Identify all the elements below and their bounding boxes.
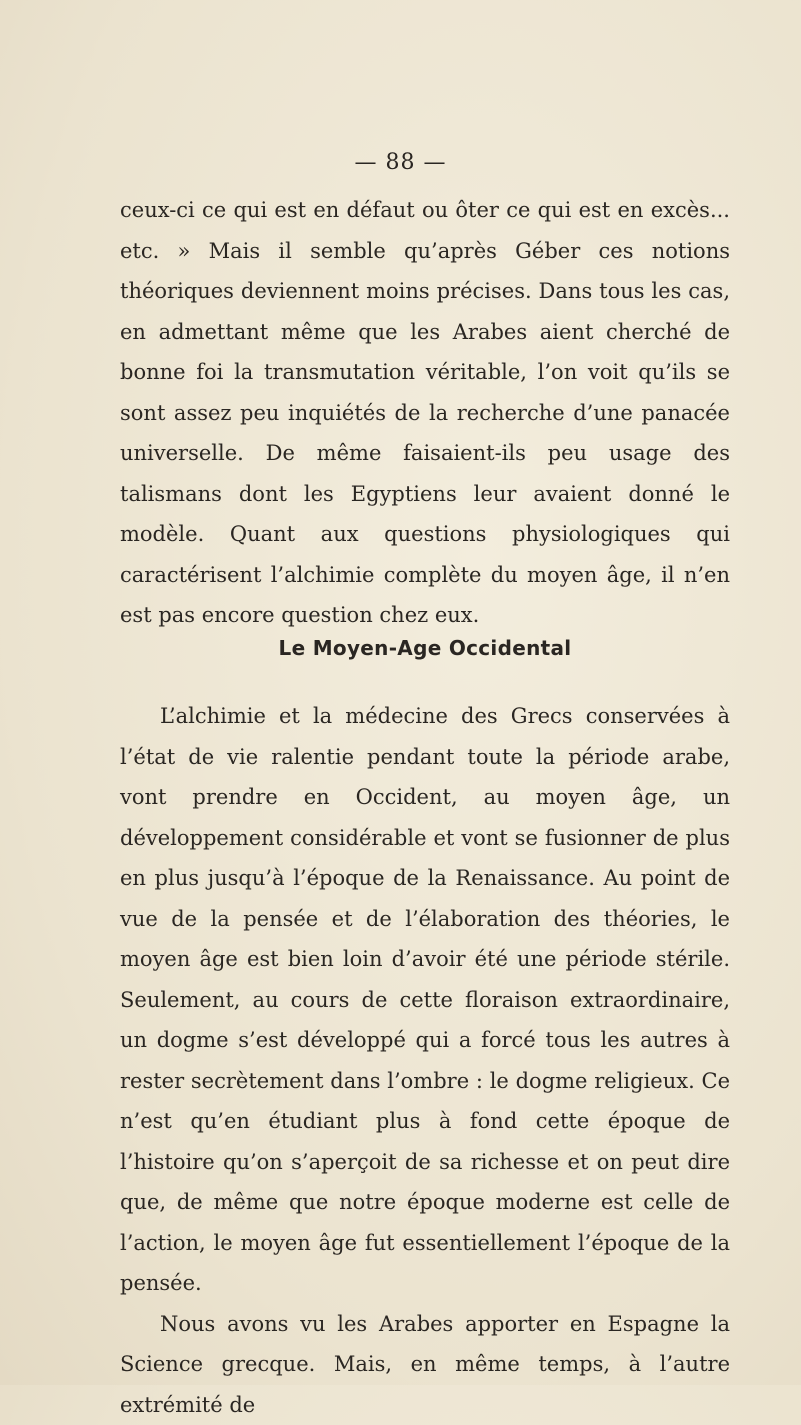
paragraph-text: ceux-ci ce qui est en défaut ou ôter ce qui est en excès... etc. » Mais il semble qu’après Géber ces notions théoriques deviennent moins précises. Dans tous les cas, en admettant même que les Arabes aient cherché de bonne foi la transmutation véritable, l’on voit qu’ils se sont assez peu inquiétés de la recherche d’une panacée universelle. De même faisaient-ils peu usage des talismans dont les Egyptiens leur avaient donné le modèle. Quant aux questions physiologiques qui caractérisent l’alchimie complète du moyen âge, il n’en est pas encore question chez eux. [120,190,730,636]
page-number: — 88 — [0,150,801,175]
paragraph-text: Nous avons vu les Arabes apporter en Espagne la Science grecque. Mais, en même temps, à l’autre extrémité de [120,1304,730,1425]
section-body [120,696,730,1425]
paragraph-continued [120,190,730,636]
paragraph-text: L’alchimie et la médecine des Grecs conservées à l’état de vie ralentie pendant toute la période arabe, vont prendre en Occident, au moyen âge, un développement considérable et vont se fusionner de plus en plus jusqu’à l’époque de la Renaissance. Au point de vue de la pensée et de l’élaboration des théories, le moyen âge est bien loin d’avoir été une période stérile. Seulement, au cours de cette floraison extraordinaire, un dogme s’est développé qui a forcé tous les autres à rester secrètement dans l’ombre : le dogme religieux. Ce n’est qu’en étudiant plus à fond cette époque de l’histoire qu’on s’aperçoit de sa richesse et on peut dire que, de même que notre époque moderne est celle de l’action, le moyen âge fut essentiellement l’époque de la pensée. [120,696,730,1304]
section-heading: Le Moyen-Age Occidental [120,636,730,660]
